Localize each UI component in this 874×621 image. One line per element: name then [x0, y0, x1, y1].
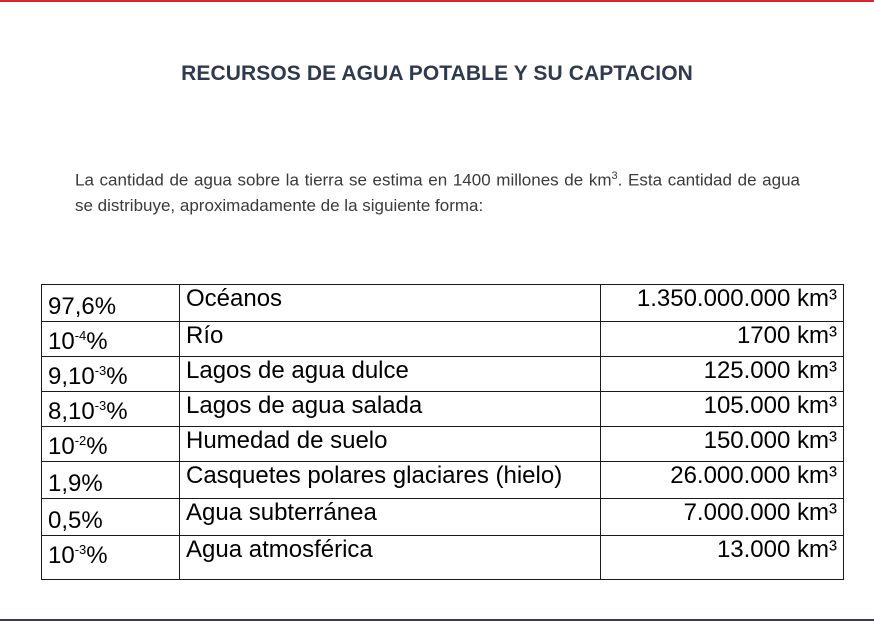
- percent-value: 10: [48, 433, 75, 460]
- volume-cell: 26.000.000 km³: [601, 462, 844, 499]
- volume-cell: 150.000 km³: [601, 427, 844, 462]
- source-cell: Río: [180, 322, 601, 357]
- percent-cell: [42, 462, 180, 499]
- percent-value: 0,5%: [48, 507, 103, 534]
- percent-sign: %: [86, 542, 108, 569]
- volume-cell: 1700 km³: [601, 322, 844, 357]
- page-title: RECURSOS DE AGUA POTABLE Y SU CAPTACION: [181, 62, 693, 85]
- table-row: [42, 499, 844, 536]
- percent-cell: [42, 322, 180, 357]
- intro-paragraph: [75, 164, 800, 218]
- water-distribution-table: [41, 284, 844, 580]
- percent-cell: [42, 427, 180, 462]
- table-row: [42, 285, 844, 322]
- volume-cell: 105.000 km³: [601, 392, 844, 427]
- percent-exponent: -3: [94, 398, 107, 413]
- volume-cell: 7.000.000 km³: [601, 499, 844, 536]
- percent-value: 10: [48, 328, 75, 355]
- source-cell: Océanos: [180, 285, 601, 322]
- percent-value: 1,9%: [48, 470, 103, 497]
- table-row: [42, 427, 844, 462]
- volume-cell: 13.000 km³: [601, 536, 844, 580]
- percent-sign: %: [106, 363, 128, 390]
- percent-cell: [42, 392, 180, 427]
- source-cell: Lagos de agua dulce: [180, 357, 601, 392]
- table-row: [42, 322, 844, 357]
- percent-cell: [42, 536, 180, 580]
- source-cell: Agua atmosférica: [180, 536, 601, 580]
- percent-cell: [42, 357, 180, 392]
- top-accent-rule: [0, 0, 874, 2]
- source-cell: Casquetes polares glaciares (hielo): [180, 462, 601, 499]
- intro-superscript: 3: [611, 170, 618, 182]
- table-row: [42, 536, 844, 580]
- volume-cell: 1.350.000.000 km³: [601, 285, 844, 322]
- table-row: [42, 462, 844, 499]
- percent-exponent: -4: [74, 328, 87, 343]
- source-cell: Agua subterránea: [180, 499, 601, 536]
- table-row: [42, 392, 844, 427]
- percent-sign: %: [86, 433, 108, 460]
- percent-cell: [42, 499, 180, 536]
- source-cell: Lagos de agua salada: [180, 392, 601, 427]
- percent-exponent: -2: [74, 433, 87, 448]
- percent-sign: %: [86, 328, 108, 355]
- table-row: [42, 357, 844, 392]
- volume-cell: 125.000 km³: [601, 357, 844, 392]
- intro-text-start: La cantidad de agua sobre la tierra se estima en 1400 millones de km: [75, 170, 612, 190]
- percent-value: 97,6%: [48, 293, 117, 320]
- source-cell: Humedad de suelo: [180, 427, 601, 462]
- percent-value: 8,10: [48, 398, 95, 425]
- percent-sign: %: [106, 398, 128, 425]
- percent-value: 10: [48, 542, 75, 569]
- percent-cell: [42, 285, 180, 322]
- percent-value: 9,10: [48, 363, 95, 390]
- intro-text-end: . Esta cantidad de agua se distribuye, aproximadamente de la siguiente forma:: [75, 170, 800, 215]
- percent-exponent: -3: [94, 363, 107, 378]
- percent-exponent: -3: [74, 542, 87, 557]
